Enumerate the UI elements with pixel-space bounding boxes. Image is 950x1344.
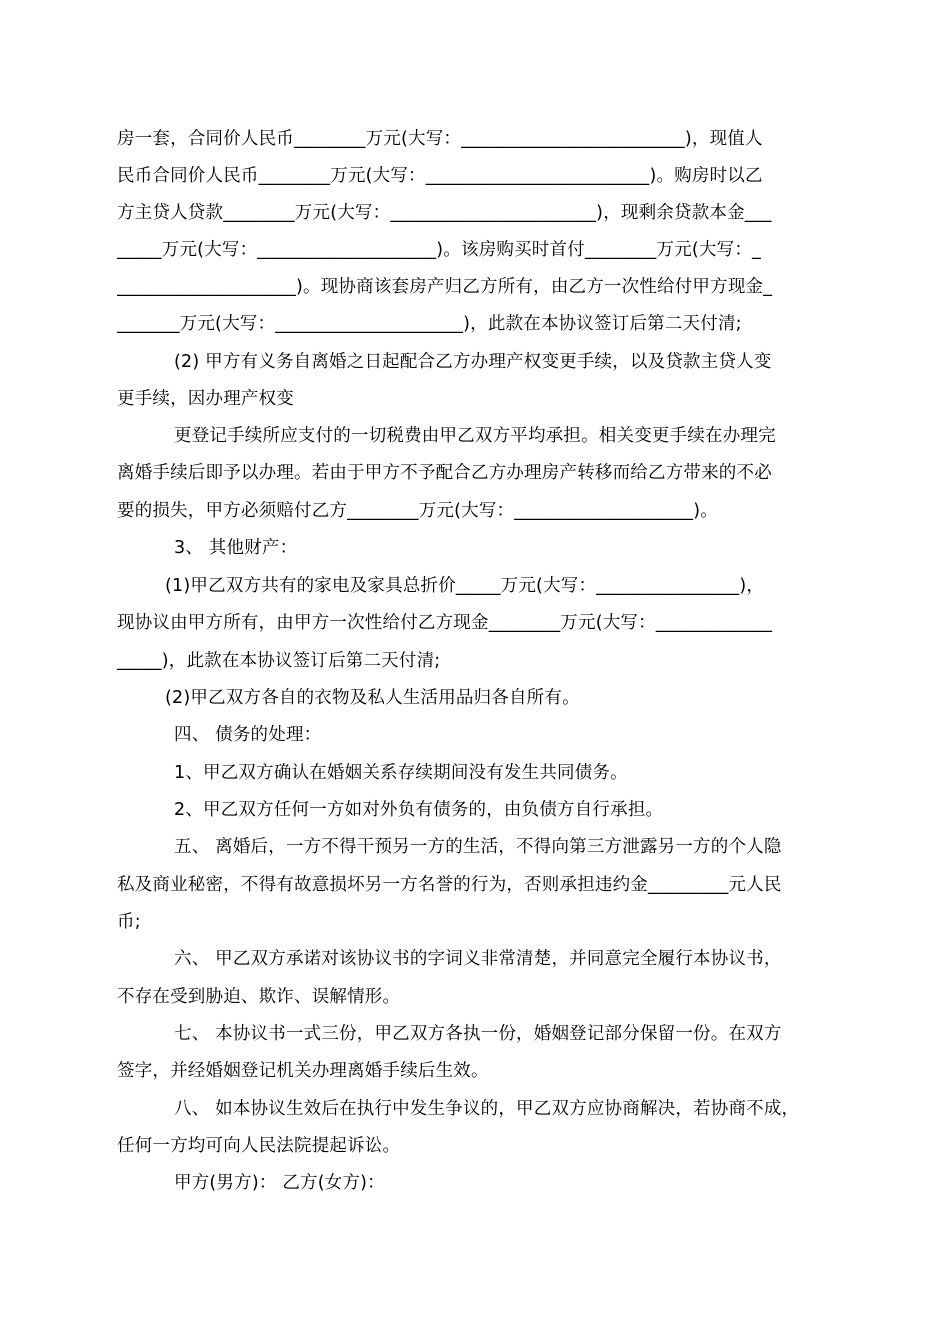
text-line: 3、 其他财产： bbox=[174, 538, 298, 558]
text-line: 币; bbox=[117, 912, 141, 932]
text-line: _______万元(大写：_____________________)，此款在本协议签订后第二天付清; bbox=[117, 314, 742, 334]
text-line: 私及商业秘密，不得有故意损坏另一方名誉的行为，否则承担违约金_________元人民 bbox=[117, 875, 782, 895]
text-line: 七、 本协议书一式三份，甲乙双方各执一份，婚姻登记部分保留一份。在双方 bbox=[174, 1024, 782, 1044]
text-line: _____万元(大写：____________________)。该房购买时首付________万元(大写：_ bbox=[117, 240, 761, 260]
text-line: 离婚手续后即予以办理。若由于甲方不予配合乙方办理房产转移而给乙方带来的不必 bbox=[117, 463, 772, 483]
text-line: 六、 甲乙双方承诺对该协议书的字词义非常清楚，并同意完全履行本协议书， bbox=[174, 949, 782, 969]
text-line: 不存在受到胁迫、欺诈、误解情形。 bbox=[117, 987, 401, 1007]
text-line: 八、 如本协议生效后在执行中发生争议的，甲乙双方应协商解决，若协商不成， bbox=[174, 1099, 800, 1119]
text-line: 更登记手续所应支付的一切税费由甲乙双方平均承担。相关变更手续在办理完 bbox=[174, 426, 776, 446]
text-line: 2、甲乙双方任何一方如对外负有债务的，由负债方自行承担。 bbox=[174, 800, 664, 820]
text-line: (1)甲乙双方共有的家电及家具总折价_____万元(大写：________________)， bbox=[165, 576, 765, 596]
text-line: 四、 债务的处理： bbox=[174, 725, 322, 745]
text-line: 要的损失，甲方必须赔付乙方________万元(大写：____________________)。 bbox=[117, 501, 718, 521]
text-line: 房一套，合同价人民币________万元(大写：_________________________)，现值人 bbox=[117, 129, 763, 149]
text-line: 签字，并经婚姻登记机关办理离婚手续后生效。 bbox=[117, 1061, 489, 1081]
text-line: ____________________)。现协商该套房产归乙方所有，由乙方一次性给付甲方现金_ bbox=[117, 277, 773, 297]
text-line: 1、甲乙双方确认在婚姻关系存续期间没有发生共同债务。 bbox=[174, 763, 628, 783]
text-line: 任何一方均可向人民法院提起诉讼。 bbox=[117, 1136, 401, 1156]
signature-line: 甲方(男方)： 乙方(女方)： bbox=[174, 1173, 385, 1193]
text-line: (2)甲乙双方各自的衣物及私人生活用品归各自所有。 bbox=[165, 688, 580, 708]
text-line: (2) 甲方有义务自离婚之日起配合乙方办理产权变更手续，以及贷款主贷人变 bbox=[174, 352, 772, 372]
text-line: 方主贷人贷款________万元(大写：_______________________)，现剩余贷款本金___ bbox=[117, 203, 772, 223]
text-line: 民币合同价人民币________万元(大写：_________________________)。购房时以乙 bbox=[117, 166, 763, 186]
text-line: 五、 离婚后，一方不得干预另一方的生活，不得向第三方泄露另一方的个人隐 bbox=[174, 837, 782, 857]
text-line: _____)，此款在本协议签订后第二天付清; bbox=[117, 651, 441, 671]
text-line: 现协议由甲方所有，由甲方一次性给付乙方现金________万元(大写：_____________ bbox=[117, 613, 773, 633]
text-line: 更手续，因办理产权变 bbox=[117, 389, 294, 409]
